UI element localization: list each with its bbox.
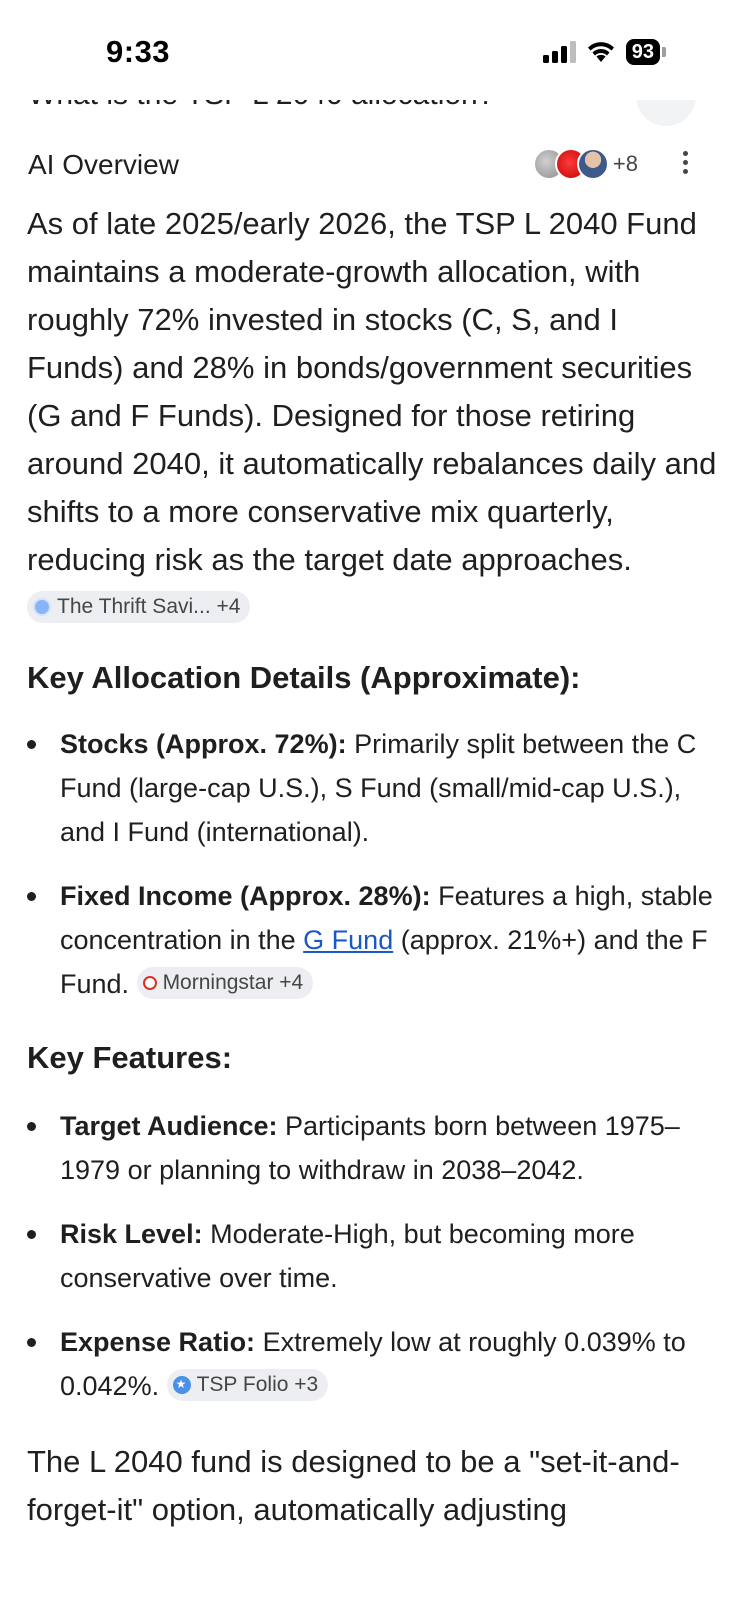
intro-paragraph	[27, 200, 717, 632]
item-text: Moderate-High, but becoming more conservative over time.	[60, 1219, 635, 1293]
item-text: Extremely low at roughly 0.039% to 0.042%.	[60, 1327, 686, 1401]
list-item	[27, 1320, 717, 1408]
list-item	[27, 1212, 717, 1300]
globe-icon	[33, 598, 51, 616]
item-text: (approx. 21%+) and the F Fund.	[60, 925, 708, 999]
allocation-heading: Key Allocation Details (Approximate):	[27, 660, 581, 695]
citation-chip-tsp-folio[interactable]	[167, 1369, 329, 1401]
citation-label: The Thrift Savi... +4	[57, 594, 241, 618]
morningstar-icon	[143, 976, 157, 990]
citation-chip-morningstar[interactable]	[137, 967, 314, 999]
item-text: Features a high, stable concentration in the	[60, 881, 713, 955]
intro-text: As of late 2025/early 2026, the TSP L 2040 Fund maintains a moderate-growth allocation, with roughly 72% invested in stocks (C, S, and I Funds) and 28% in bonds/government securities (G and F Funds). Designed for those retiring around 2040, it automatically rebalances daily and shifts to a more conservative mix quarterly, reducing risk as the target date approaches.	[27, 206, 717, 577]
closing-paragraph	[27, 1438, 717, 1534]
ai-overview-header	[28, 145, 708, 185]
source-avatars[interactable]	[533, 148, 638, 180]
item-label: Expense Ratio:	[60, 1327, 256, 1357]
status-icons	[543, 39, 666, 65]
ai-overview-content	[27, 200, 717, 1534]
closing-text: The L 2040 fund is designed to be a "set-it-and-forget-it" option, automatically adjusting	[27, 1444, 680, 1527]
citation-chip-thrift-savings[interactable]	[27, 591, 250, 623]
ai-overview-title: AI Overview	[28, 149, 179, 180]
item-text: Participants born between 1975–1979 or planning to withdraw in 2038–2042.	[60, 1111, 680, 1185]
list-item	[27, 722, 717, 854]
features-heading: Key Features:	[27, 1040, 233, 1075]
item-label: Target Audience:	[60, 1111, 278, 1141]
battery-level: 93	[626, 39, 660, 65]
status-time: 9:33	[106, 34, 171, 69]
item-label: Fixed Income (Approx. 28%):	[60, 881, 431, 911]
status-bar	[0, 0, 736, 100]
sources-more-count: +8	[612, 151, 638, 176]
features-list	[27, 1104, 717, 1408]
citation-label: TSP Folio +3	[196, 1372, 319, 1396]
list-item	[27, 1104, 717, 1192]
allocation-list	[27, 722, 717, 1006]
citation-label: Morningstar +4	[162, 970, 304, 994]
item-label: Risk Level:	[60, 1219, 203, 1249]
g-fund-link[interactable]: G Fund	[303, 925, 394, 955]
more-options-icon[interactable]	[683, 151, 688, 174]
list-item	[27, 874, 717, 1006]
item-label: Stocks (Approx. 72%):	[60, 729, 347, 759]
tsp-folio-icon	[173, 1376, 191, 1394]
item-text: Primarily split between the C Fund (large-cap U.S.), S Fund (small/mid-cap U.S.), and I Fund (international).	[60, 729, 697, 847]
cellular-signal-icon	[543, 41, 576, 63]
wifi-icon	[586, 41, 616, 63]
source-favicon-person	[577, 148, 609, 180]
battery-icon	[626, 39, 666, 65]
